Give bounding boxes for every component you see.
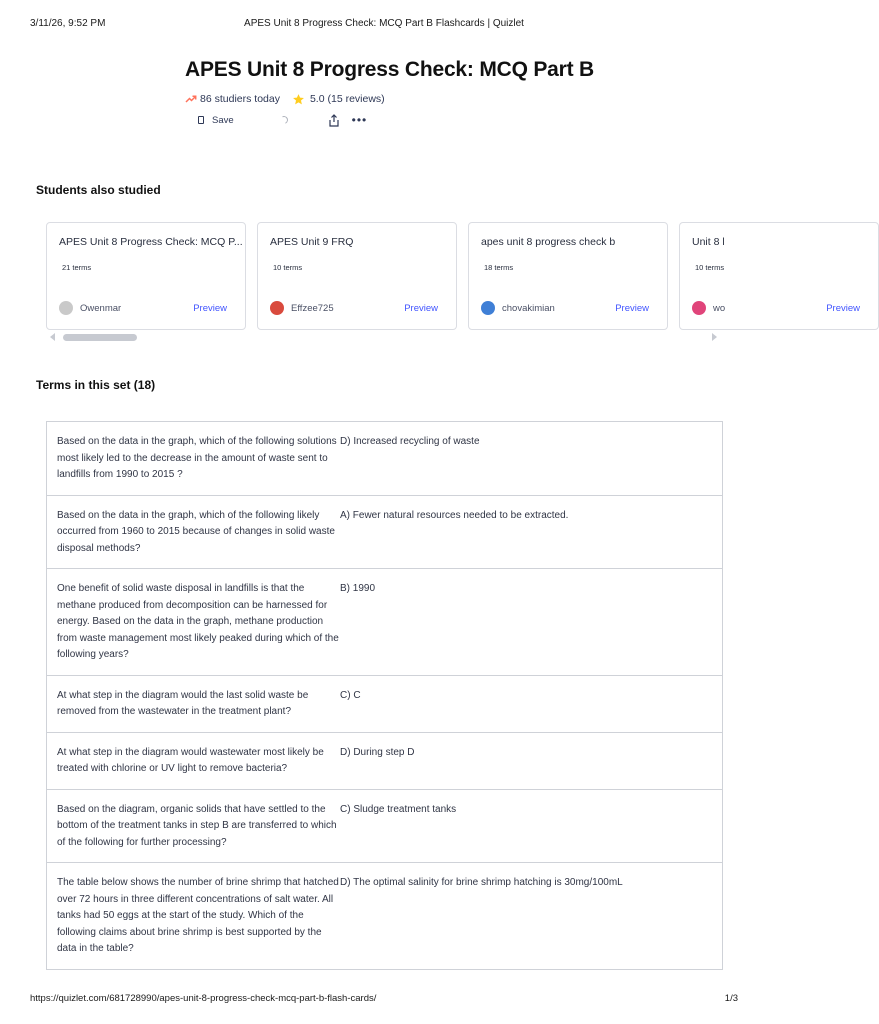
- card-username[interactable]: wo: [713, 302, 726, 314]
- studiers-count: 86 studiers today: [200, 93, 280, 105]
- table-row: [47, 733, 722, 790]
- study-card[interactable]: [46, 222, 246, 330]
- card-footer: [481, 300, 649, 316]
- card-footer: [692, 300, 860, 316]
- card-term-count: 21 terms: [62, 263, 92, 272]
- print-url: https://quizlet.com/681728990/apes-unit-8-progress-check-mcq-part-b-flash-cards/: [30, 993, 377, 1004]
- term-answer: D) The optimal salinity for brine shrimp hatching is 30mg/100mL: [340, 877, 623, 888]
- card-term-count: 18 terms: [484, 263, 514, 272]
- avatar: [59, 301, 73, 315]
- card-title: Unit 8 l: [692, 236, 725, 248]
- page-title: APES Unit 8 Progress Check: MCQ Part B: [185, 58, 595, 81]
- preview-button[interactable]: Preview: [615, 302, 649, 314]
- study-card[interactable]: [468, 222, 668, 330]
- print-footer: [30, 993, 738, 1007]
- terms-heading: Terms in this set (18): [36, 378, 156, 392]
- term-answer: C) C: [340, 689, 361, 701]
- card-username[interactable]: Effzee725: [291, 302, 334, 314]
- term-question: Based on the data in the graph, which of the following likely occurred from 1960 to 2015 because of changes in solid waste disposal methods?: [57, 509, 335, 554]
- rating-text[interactable]: 5.0 (15 reviews): [309, 93, 385, 105]
- table-row: [47, 790, 722, 864]
- print-datetime: 3/11/26, 9:52 PM: [30, 18, 106, 29]
- avatar: [692, 301, 706, 315]
- card-term-count: 10 terms: [695, 263, 725, 272]
- card-title: APES Unit 8 Progress Check: MCQ P...: [59, 236, 243, 248]
- card-footer: [59, 300, 227, 316]
- loading-spinner-icon: [279, 115, 289, 125]
- also-studied-carousel[interactable]: [46, 222, 860, 330]
- term-question: Based on the data in the graph, which of the following solutions most likely led to the decrease in the amount of waste sent to landfills from 1990 to 2015 ?: [57, 436, 337, 480]
- term-answer: C) Sludge treatment tanks: [340, 803, 457, 815]
- save-label: Save: [212, 114, 234, 126]
- table-row: [47, 676, 722, 733]
- preview-button[interactable]: Preview: [404, 302, 438, 314]
- more-options-icon[interactable]: •••: [351, 113, 368, 127]
- term-question: Based on the diagram, organic solids that have settled to the bottom of the treatment tanks in step B are transferred to which of the following for further processing?: [57, 803, 337, 848]
- table-row: [47, 863, 722, 970]
- bookmark-icon: [198, 116, 204, 124]
- terms-table: [46, 421, 723, 970]
- card-username[interactable]: chovakimian: [502, 302, 555, 314]
- avatar: [481, 301, 495, 315]
- term-question: At what step in the diagram would wastewater most likely be treated with chlorine or UV light to remove bacteria?: [57, 746, 324, 774]
- table-row: [47, 569, 722, 676]
- term-question: At what step in the diagram would the last solid waste be removed from the wastewater in the treatment plant?: [57, 689, 309, 717]
- share-icon[interactable]: [328, 114, 340, 127]
- also-studied-heading: Students also studied: [36, 183, 161, 197]
- print-header: [30, 18, 738, 32]
- trending-icon: [185, 93, 197, 105]
- term-answer: D) Increased recycling of waste: [340, 436, 480, 447]
- table-row: [47, 422, 722, 496]
- set-actions: [185, 112, 685, 128]
- card-title: apes unit 8 progress check b: [481, 236, 616, 248]
- preview-button[interactable]: Preview: [826, 302, 860, 314]
- set-meta: [185, 91, 685, 107]
- star-icon: [292, 93, 305, 106]
- save-button[interactable]: [198, 115, 234, 126]
- card-footer: [270, 300, 438, 316]
- print-page-title: APES Unit 8 Progress Check: MCQ Part B Flashcards | Quizlet: [244, 18, 524, 29]
- term-answer: D) During step D: [340, 746, 415, 758]
- cards-track: [46, 222, 860, 330]
- scroll-right-arrow-icon[interactable]: [712, 333, 717, 341]
- card-username[interactable]: Owenmar: [80, 302, 122, 314]
- study-card[interactable]: [257, 222, 457, 330]
- set-header: [185, 58, 685, 128]
- study-card[interactable]: [679, 222, 879, 330]
- term-answer: A) Fewer natural resources needed to be extracted.: [340, 509, 569, 521]
- carousel-scrollbar[interactable]: [63, 334, 137, 341]
- table-row: [47, 496, 722, 570]
- term-question: The table below shows the number of brine shrimp that hatched over 72 hours in three different concentrations of salt water. All tanks had 50 eggs at the start of the study. Which of the following claims about brine shrimp is best supported by the data in the table?: [57, 877, 339, 954]
- scroll-left-arrow-icon[interactable]: [50, 333, 55, 341]
- print-page-number: 1/3: [724, 993, 738, 1004]
- preview-button[interactable]: Preview: [193, 302, 227, 314]
- term-question: One benefit of solid waste disposal in landfills is that the methane produced from decomposition can be harnessed for energy. Based on the data in the graph, methane production from waste management most likely peaked during which of the following years?: [57, 583, 339, 660]
- card-term-count: 10 terms: [273, 263, 303, 272]
- card-title: APES Unit 9 FRQ: [270, 236, 354, 248]
- avatar: [270, 301, 284, 315]
- term-answer: B) 1990: [340, 583, 376, 594]
